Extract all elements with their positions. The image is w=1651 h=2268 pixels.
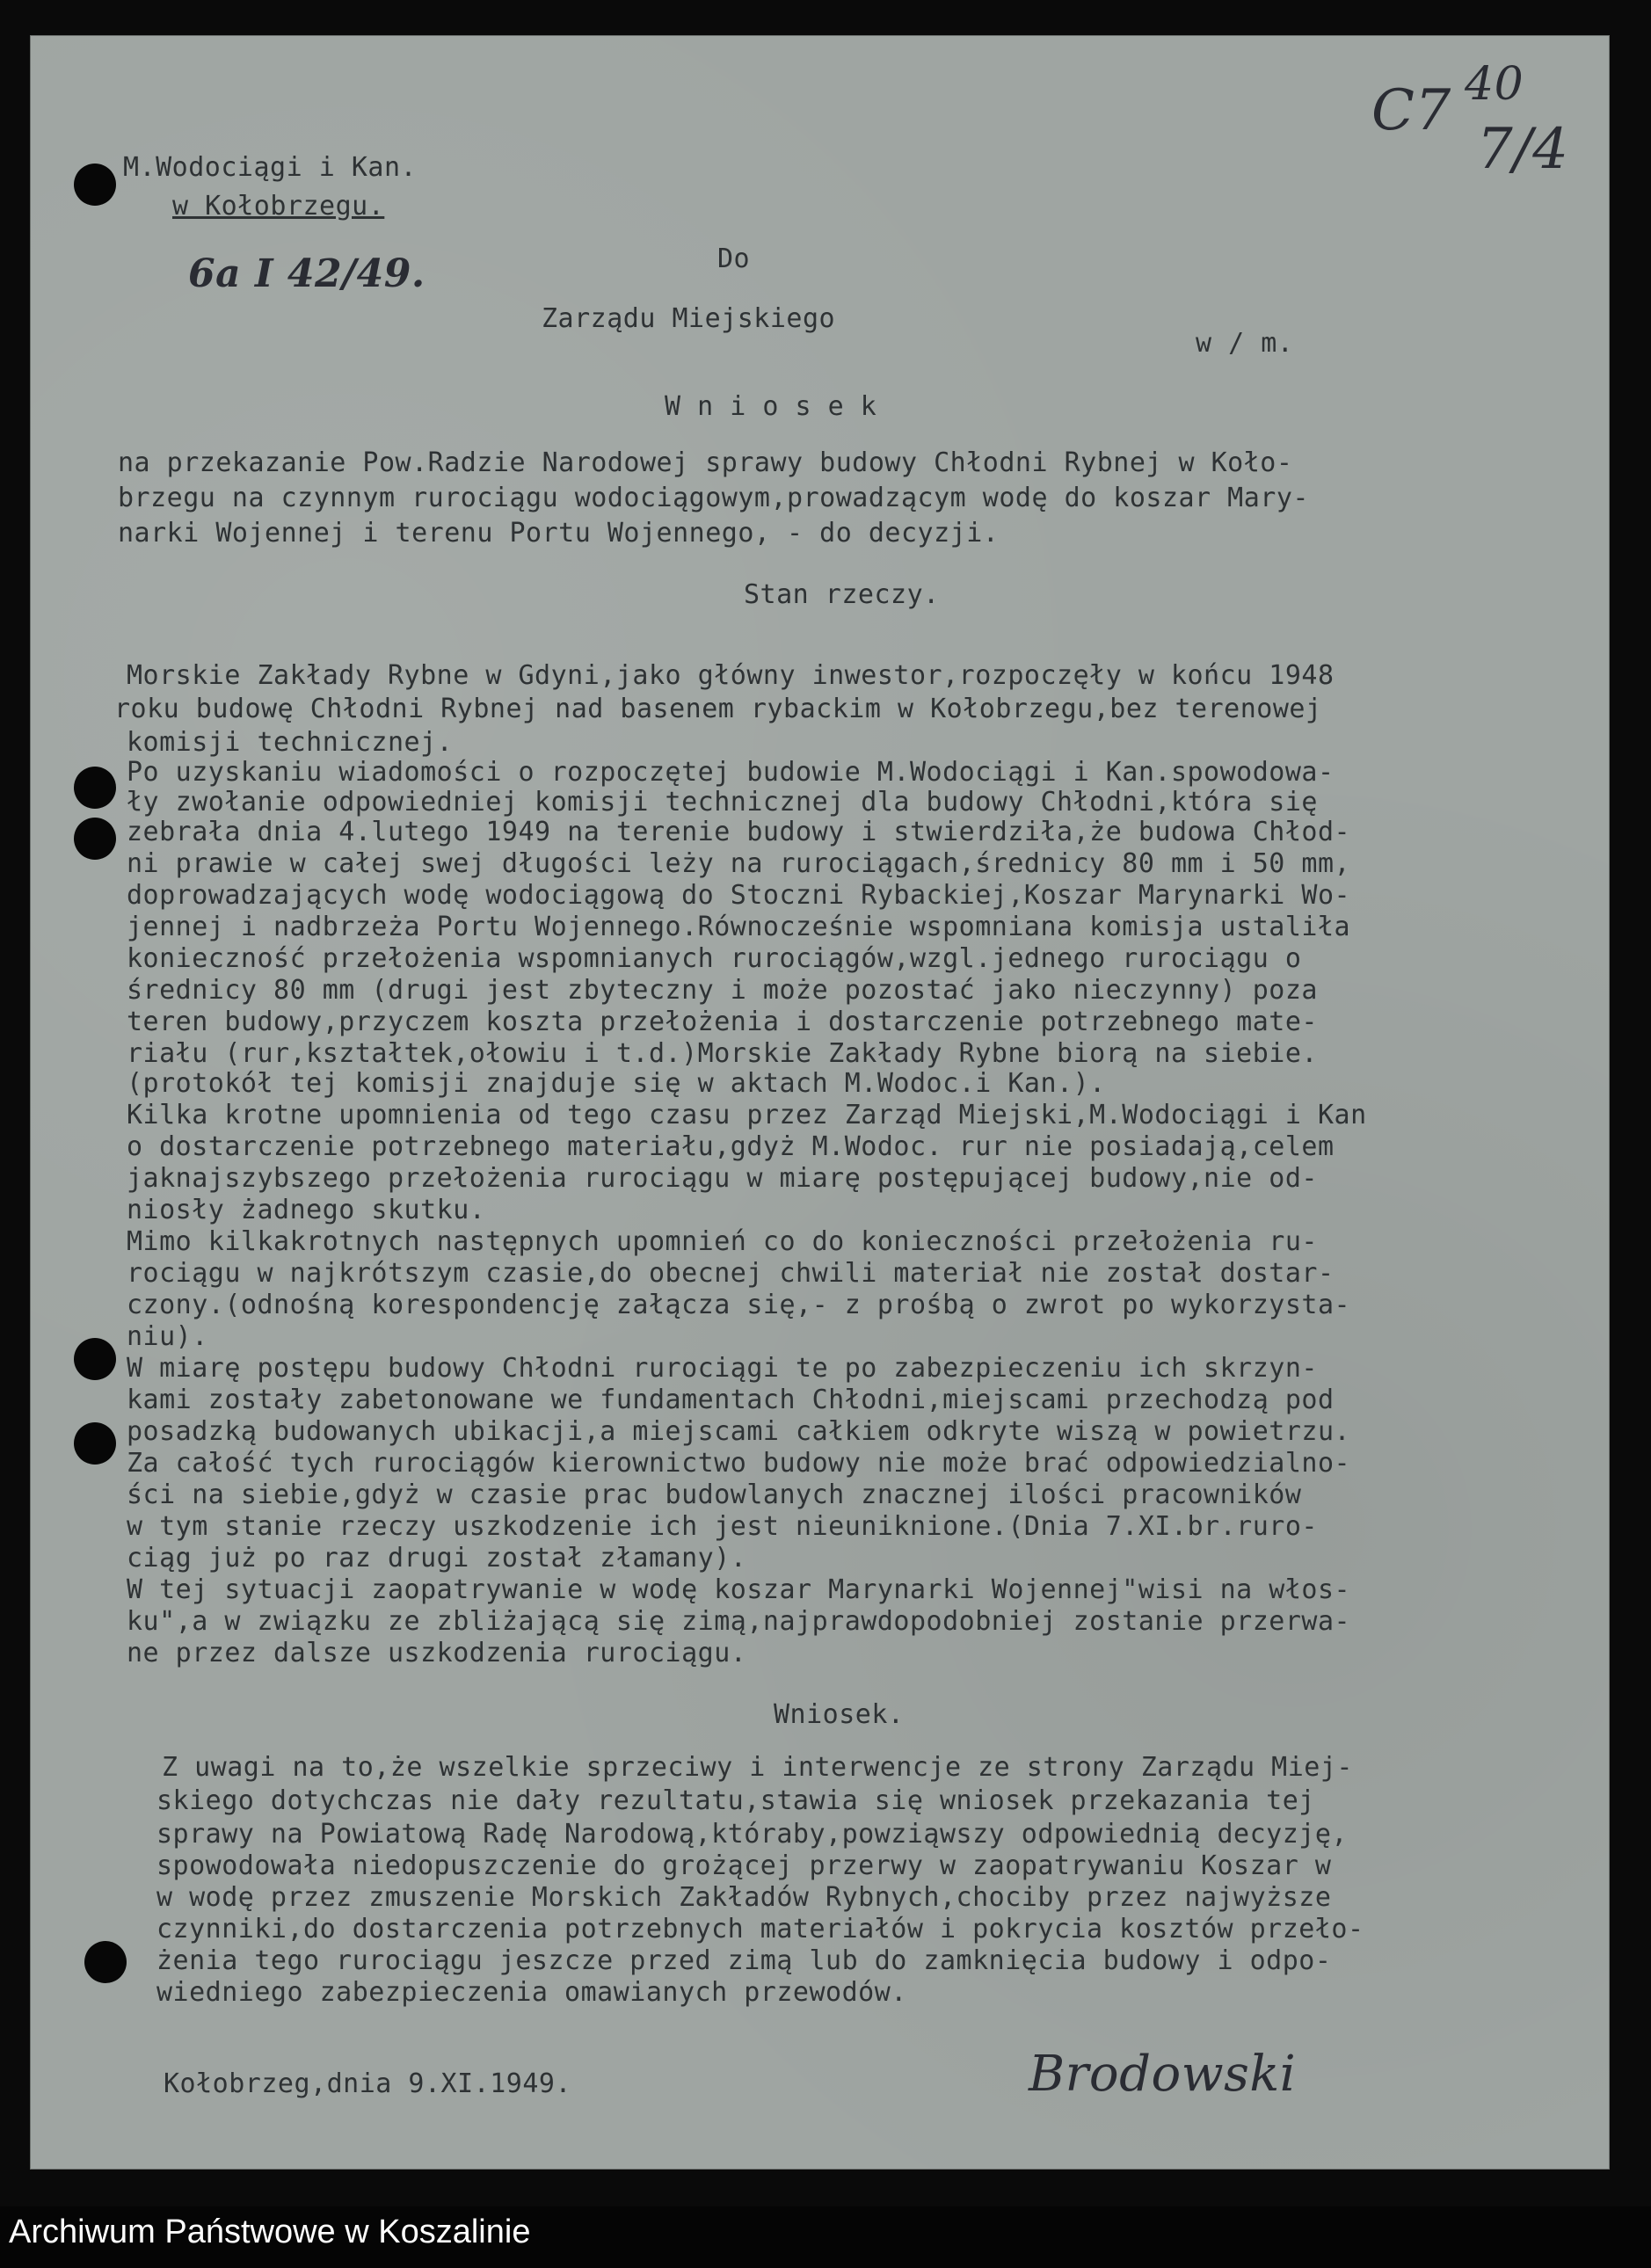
- sender-line-2: w Kołobrzegu.: [172, 191, 385, 222]
- state-line: Po uzyskaniu wiadomości o rozpoczętej budowie M.Wodociągi i Kan.spowodowa-: [127, 757, 1335, 788]
- state-line: kami zostały zabetonowane we fundamentach Chłodni,miejscami przechodzą pod: [127, 1385, 1335, 1415]
- state-line: w tym stanie rzeczy uszkodzenie ich jest nieuniknione.(Dnia 7.XI.br.ruro-: [127, 1511, 1318, 1542]
- state-line: roku budowę Chłodni Rybnej nad basenem rybackim w Kołobrzegu,bez terenowej: [114, 694, 1322, 724]
- punch-hole-6: [84, 1941, 127, 1983]
- state-line: czony.(odnośną korespondencję załącza się,- z prośbą o zwrot po wykorzysta-: [127, 1290, 1351, 1320]
- addressee-place: w / m.: [1196, 328, 1294, 359]
- reference-number: 6a I 42/49.: [188, 251, 425, 296]
- punch-hole-4: [74, 1338, 116, 1380]
- state-line: ły zwołanie odpowiedniej komisji technicznej dla budowy Chłodni,która się: [127, 787, 1318, 818]
- state-line: posadzką budowanych ubikacji,a miejscami całkiem odkryte wiszą w powietrzu.: [127, 1416, 1351, 1447]
- state-line: konieczność przełożenia wspomnianych rurociągów,wzgl.jednego rurociągu o: [127, 943, 1302, 974]
- request-line: skiego dotychczas nie dały rezultatu,stawia się wniosek przekazania tej: [156, 1785, 1315, 1816]
- corner-mark-c: 7/4: [1477, 117, 1569, 182]
- state-line: ciąg już po raz drugi został złamany).: [127, 1543, 747, 1574]
- corner-mark-a: C7: [1371, 78, 1451, 143]
- state-line: W miarę postępu budowy Chłodni rurociągi te po zabezpieczeniu ich skrzyn-: [127, 1353, 1318, 1384]
- state-line: Mimo kilkakrotnych następnych upomnień co do konieczności przełożenia ru-: [127, 1226, 1318, 1257]
- request-line: wiedniego zabezpieczenia omawianych przewodów.: [156, 1977, 907, 2008]
- state-line: ści na siebie,gdyż w czasie prac budowlanych znacznej ilości pracowników: [127, 1479, 1302, 1510]
- sender-line-1: M.Wodociągi i Kan.: [123, 152, 418, 183]
- corner-mark-b: 40: [1465, 58, 1524, 111]
- state-line: ni prawie w całej swej długości leży na rurociągach,średnicy 80 mm i 50 mm,: [127, 848, 1351, 879]
- state-line: komisji technicznej.: [127, 727, 454, 758]
- section-heading-request: Wniosek.: [774, 1699, 905, 1730]
- punch-hole-5: [74, 1422, 116, 1465]
- state-line: Za całość tych rurociągów kierownictwo budowy nie może brać odpowiedzialno-: [127, 1448, 1351, 1479]
- request-line: sprawy na Powiatową Radę Narodową,któraby,powziąwszy odpowiednią decyzję,: [156, 1819, 1348, 1850]
- signature: Brodowski: [1029, 2046, 1297, 2103]
- punch-hole-2: [74, 767, 116, 809]
- state-line: jaknajszybszego przełożenia rurociągu w miarę postępującej budowy,nie od-: [127, 1163, 1318, 1194]
- request-line: żenia tego rurociągu jeszcze przed zimą lub do zamknięcia budowy i odpo-: [156, 1945, 1332, 1976]
- state-line: niu).: [127, 1321, 208, 1352]
- archive-footer-label: Archiwum Państwowe w Koszalinie: [9, 2213, 531, 2250]
- document-title: W n i o s e k: [665, 391, 877, 422]
- request-line: w wodę przez zmuszenie Morskich Zakładów Rybnych,chociby przez najwyższe: [156, 1882, 1332, 1913]
- state-line: o dostarczenie potrzebnego materiału,gdyż M.Wodoc. rur nie posiadają,celem: [127, 1131, 1335, 1162]
- state-line: ne przez dalsze uszkodzenia rurociągu.: [127, 1638, 747, 1668]
- intro-line-2: brzegu na czynnym rurociągu wodociągowym,prowadzącym wodę do koszar Mary-: [118, 483, 1309, 513]
- punch-hole-1: [74, 164, 116, 206]
- state-line: Morskie Zakłady Rybne w Gdyni,jako główny inwestor,rozpoczęły w końcu 1948: [127, 660, 1335, 691]
- state-line: ku",a w związku ze zbliżającą się zimą,najprawdopodobniej zostanie przerwa-: [127, 1606, 1351, 1637]
- intro-line-1: na przekazanie Pow.Radzie Narodowej sprawy budowy Chłodni Rybnej w Koło-: [118, 447, 1293, 478]
- addressee-name: Zarządu Miejskiego: [542, 303, 836, 334]
- state-line: teren budowy,przyczem koszta przełożenia i dostarczenie potrzebnego mate-: [127, 1007, 1318, 1037]
- punch-hole-3: [74, 818, 116, 860]
- section-heading-state: Stan rzeczy.: [744, 579, 940, 610]
- state-line: niosły żadnego skutku.: [127, 1195, 486, 1225]
- state-line: jennej i nadbrzeża Portu Wojennego.Równocześnie wspomniana komisja ustaliła: [127, 912, 1351, 942]
- state-line: doprowadzających wodę wodociągową do Stoczni Rybackiej,Koszar Marynarki Wo-: [127, 880, 1351, 911]
- state-line: średnicy 80 mm (drugi jest zbyteczny i może pozostać jako nieczynny) poza: [127, 975, 1318, 1006]
- state-line: (protokół tej komisji znajduje się w aktach M.Wodoc.i Kan.).: [127, 1068, 1106, 1099]
- request-line: Z uwagi na to,że wszelkie sprzeciwy i interwencje ze strony Zarządu Miej-: [162, 1752, 1353, 1783]
- state-line: riału (rur,kształtek,ołowiu i t.d.)Morskie Zakłady Rybne biorą na siebie.: [127, 1038, 1318, 1069]
- state-line: Kilka krotne upomnienia od tego czasu przez Zarząd Miejski,M.Wodociągi i Kan: [127, 1100, 1367, 1130]
- intro-line-3: narki Wojennej i terenu Portu Wojennego, - do decyzji.: [118, 518, 1000, 549]
- request-line: spowodowała niedopuszczenie do grożącej przerwy w zaopatrywaniu Koszar w: [156, 1850, 1332, 1881]
- request-line: czynniki,do dostarczenia potrzebnych materiałów i pokrycia kosztów przeło-: [156, 1914, 1364, 1945]
- state-line: zebrała dnia 4.lutego 1949 na terenie budowy i stwierdziła,że budowa Chłod-: [127, 817, 1351, 847]
- addressee-do: Do: [717, 244, 751, 274]
- state-line: W tej sytuacji zaopatrywanie w wodę koszar Marynarki Wojennej"wisi na włos-: [127, 1574, 1351, 1605]
- place-date: Kołobrzeg,dnia 9.XI.1949.: [164, 2068, 572, 2099]
- state-line: rociągu w najkrótszym czasie,do obecnej chwili materiał nie został dostar-: [127, 1258, 1335, 1289]
